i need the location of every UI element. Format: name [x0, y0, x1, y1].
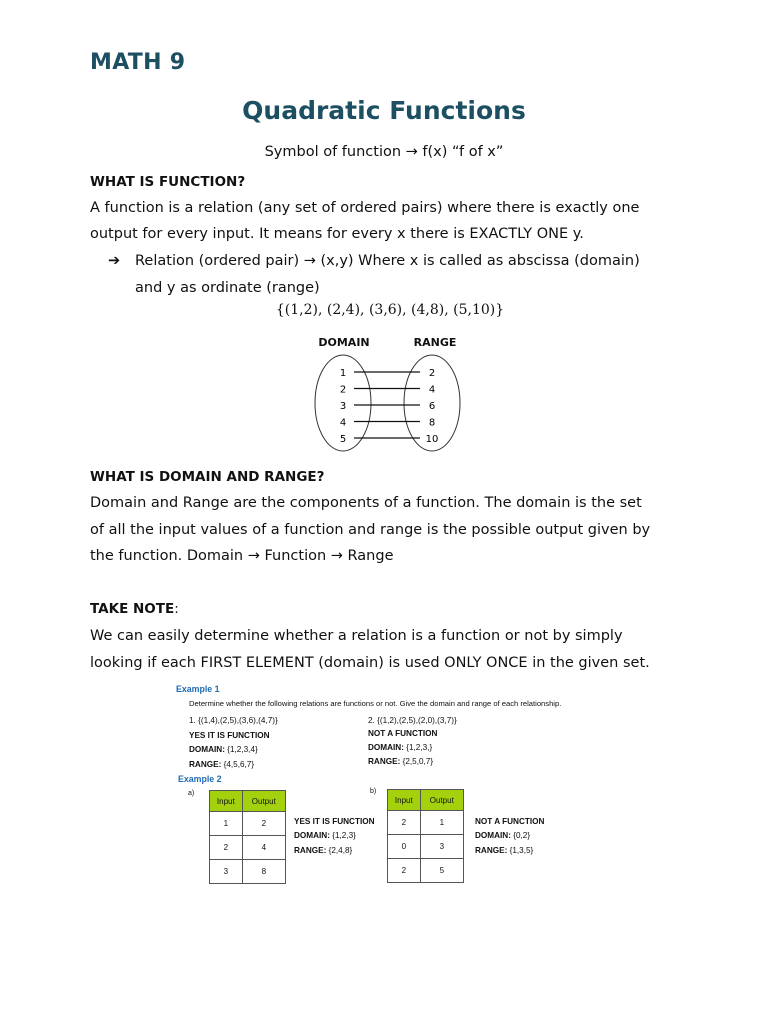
item1-verdict: YES IT IS FUNCTION	[189, 731, 270, 740]
example1-instruction: Determine whether the following relations are functions or not. Give the domain and range of each relationship.	[189, 699, 562, 708]
part-b-header-input: Input	[388, 790, 421, 811]
range-value-2: 2	[428, 368, 436, 379]
part-a-cell-0-0: 1	[210, 812, 243, 836]
item1-range: RANGE: {4,5,6,7}	[189, 760, 255, 769]
bullet-line1: Relation (ordered pair) → (x,y) Where x is called as abscissa (domain)	[135, 253, 640, 269]
part-b-verdict: NOT A FUNCTION	[475, 817, 545, 826]
part-a-cell-0-1: 2	[242, 812, 285, 836]
part-b-cell-2-0: 2	[388, 859, 421, 883]
part-a-cell-2-0: 3	[210, 860, 243, 884]
item2-domain: DOMAIN: {1,2,3,}	[368, 743, 433, 752]
domain-oval	[315, 355, 371, 451]
section-heading-function: WHAT IS FUNCTION?	[90, 174, 246, 190]
paragraph-note-line2: looking if each FIRST ELEMENT (domain) is used ONLY ONCE in the given set.	[90, 655, 650, 671]
table-row	[388, 835, 464, 859]
part-b-range: RANGE: {1,3,5}	[475, 846, 534, 855]
take-note-label: TAKE NOTE	[90, 601, 175, 617]
paragraph-domain-line1: Domain and Range are the components of a function. The domain is the set	[90, 495, 642, 511]
item2-range: RANGE: {2,5,0,7}	[368, 757, 434, 766]
part-a-verdict: YES IT IS FUNCTION	[294, 817, 375, 826]
domain-value-5: 5	[339, 434, 347, 445]
part-a-cell-1-1: 4	[242, 836, 285, 860]
domain-value-4: 4	[339, 417, 347, 429]
table-row	[388, 859, 464, 883]
page-title: Quadratic Functions	[242, 96, 526, 125]
item2-relation: 2. {(1,2),(2,5),(2,0),(3,7)}	[368, 716, 457, 725]
section-heading-domain-range: WHAT IS DOMAIN AND RANGE?	[90, 469, 325, 485]
domain-value-2: 2	[339, 384, 347, 396]
part-a-cell-1-0: 2	[210, 836, 243, 860]
part-a-header-input: Input	[210, 791, 243, 812]
part-a-domain: DOMAIN: {1,2,3}	[294, 831, 356, 840]
section-heading-take-note	[90, 601, 179, 617]
range-value-8: 8	[428, 417, 436, 429]
paragraph-function-line2: output for every input. It means for every x there is EXACTLY ONE y.	[90, 226, 584, 242]
paragraph-note-line1: We can easily determine whether a relation is a function or not by simply	[90, 628, 623, 644]
symbol-line: Symbol of function → f(x) “f of x”	[264, 144, 504, 160]
part-a-cell-2-1: 8	[242, 860, 285, 884]
bullet-relation	[108, 248, 688, 301]
range-value-6: 6	[428, 401, 436, 412]
domain-value-1: 1	[339, 368, 347, 379]
paragraph-function-line1: A function is a relation (any set of ordered pairs) where there is exactly one	[90, 200, 640, 216]
course-label: MATH 9	[90, 50, 186, 75]
domain-label: DOMAIN	[318, 336, 370, 349]
table-row	[210, 812, 286, 836]
arrow-bullet-icon: ➔	[108, 253, 121, 269]
table-row	[388, 811, 464, 835]
bullet-line2: and y as ordinate (range)	[135, 279, 320, 296]
table-row	[210, 860, 286, 884]
item1-relation: 1. {(1,4),(2,5),(3,6),(4,7)}	[189, 716, 278, 725]
part-b-domain: DOMAIN: {0,2}	[475, 831, 531, 840]
paragraph-domain-line3: the function. Domain → Function → Range	[90, 548, 394, 564]
item1-domain: DOMAIN: {1,2,3,4}	[189, 745, 258, 754]
part-b-cell-1-0: 0	[388, 835, 421, 859]
table-row	[210, 836, 286, 860]
part-b-label: b)	[370, 788, 377, 795]
part-b-cell-2-1: 5	[420, 859, 463, 883]
domain-value-3: 3	[339, 401, 347, 412]
ordered-pair-set: {(1,2), (2,4), (3,6), (4,8), (5,10)}	[275, 302, 505, 318]
item2-verdict: NOT A FUNCTION	[368, 729, 438, 738]
part-a-header-output: Output	[242, 791, 285, 812]
example2-label: Example 2	[178, 774, 222, 784]
part-b-cell-1-1: 3	[420, 835, 463, 859]
part-b-cell-0-1: 1	[420, 811, 463, 835]
part-b-table	[387, 789, 464, 883]
range-oval	[404, 355, 460, 451]
part-b-header-output: Output	[420, 790, 463, 811]
part-a-label: a)	[188, 790, 195, 797]
paragraph-domain-line2: of all the input values of a function and range is the possible output given by	[90, 522, 651, 538]
range-value-4: 4	[428, 384, 436, 396]
example1-label: Example 1	[176, 684, 220, 694]
part-b-cell-0-0: 2	[388, 811, 421, 835]
part-a-table	[209, 790, 286, 884]
part-a-range: RANGE: {2,4,8}	[294, 846, 353, 855]
take-note-colon: :	[174, 601, 179, 617]
range-label: RANGE	[413, 336, 457, 349]
range-value-10: 10	[425, 434, 439, 445]
